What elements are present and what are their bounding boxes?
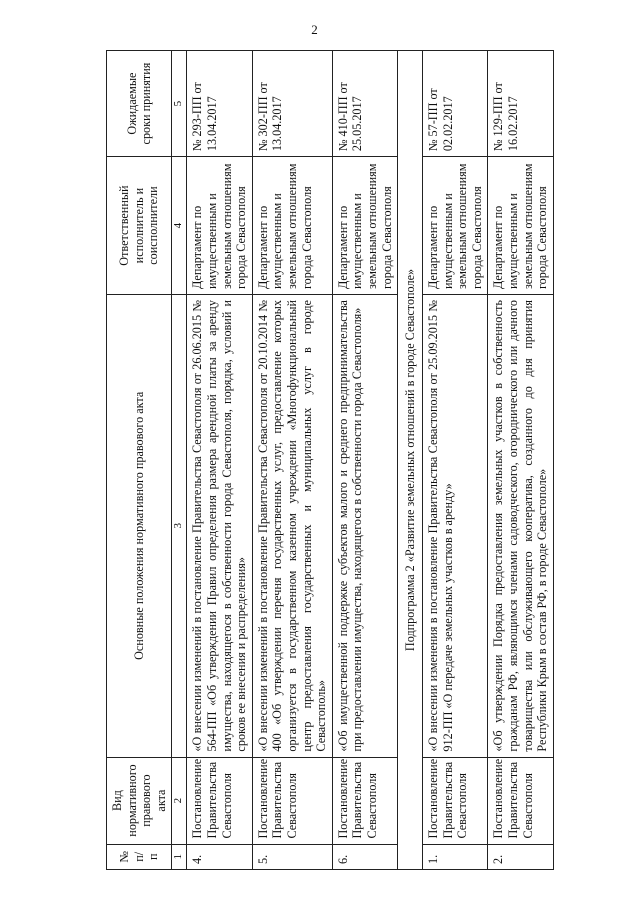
page-number: 2 <box>311 22 318 37</box>
adoption-term: № 57-ПП от 02.02.2017 <box>423 51 488 157</box>
column-index: 2 <box>172 757 187 844</box>
header-term: Ожидаемые сроки принятия <box>107 51 172 157</box>
adoption-term: № 129-ПП от 16.02.2017 <box>488 51 553 157</box>
subprogram-row <box>398 51 423 870</box>
act-type: Постановление Правительства Севастополя <box>332 757 397 844</box>
adoption-term: № 293-ПП от 13.04.2017 <box>187 51 252 157</box>
adoption-term: № 410-ПП от 25.05.2017 <box>332 51 397 157</box>
rotated-table-container <box>106 50 550 870</box>
row-number: 6. <box>332 844 397 869</box>
act-type: Постановление Правительства Севастополя <box>187 757 252 844</box>
act-content: «О внесении изменений в постановление Правительства Севастополя от 26.06.2015 № 564-ПП «Об утверждении Правил определения размера арендной платы за аренду имущества, находящегося в собственности города Севастополя, порядка, условий и сроков ее внесения и распределения» <box>187 295 252 758</box>
header-act-content: Основные положения нормативного правового акта <box>107 295 172 758</box>
act-type: Постановление Правительства Севастополя <box>423 757 488 844</box>
table-row <box>423 51 488 870</box>
subprogram-title: Подпрограмма 2 «Развитие земельных отношений в городе Севастополе» <box>398 51 423 870</box>
act-content: «Об имущественной поддержке субъектов малого и среднего предпринимательства при предоставлении имущества, находящегося в собственности города Севастополя» <box>332 295 397 758</box>
row-number: 4. <box>187 844 252 869</box>
act-type: Постановление Правительства Севастополя <box>488 757 553 844</box>
executor: Департамент по имущественным и земельным отношениям города Севастополя <box>252 157 332 295</box>
column-index: 1 <box>172 844 187 869</box>
executor: Департамент по имущественным и земельным отношениям города Севастополя <box>187 157 252 295</box>
column-index: 5 <box>172 51 187 157</box>
column-index: 4 <box>172 157 187 295</box>
act-content: «О внесении изменения в постановление Правительства Севастополя от 25.09.2015 № 912-ПП «О передаче земельных участков в аренду» <box>423 295 488 758</box>
header-act-type: Вид нормативного правового акта <box>107 757 172 844</box>
normative-acts-table <box>106 50 554 870</box>
executor: Департамент по имущественным и земельным отношениям города Севастополя <box>332 157 397 295</box>
act-type: Постановление Правительства Севастополя <box>252 757 332 844</box>
table-row <box>332 51 397 870</box>
executor: Департамент по имущественным и земельным отношениям города Севастополя <box>423 157 488 295</box>
table-row <box>187 51 252 870</box>
table-row <box>252 51 332 870</box>
row-number: 2. <box>488 844 553 869</box>
table-row <box>488 51 553 870</box>
row-number: 1. <box>423 844 488 869</box>
column-index: 3 <box>172 295 187 758</box>
act-content: «Об утверждении Порядка предоставления земельных участков в собственность гражданам РФ, являющимся членами садоводческого, огороднического или дачного товарищества или обслуживающего кооператива, созданного до дня принятия Республики Крым в состав РФ, в городе Севастополе» <box>488 295 553 758</box>
header-executor: Ответственный исполнитель и соисполнители <box>107 157 172 295</box>
executor: Департамент по имущественным и земельным отношениям города Севастополя <box>488 157 553 295</box>
header-number: № п/п <box>107 844 172 869</box>
act-content: «О внесении изменений в постановление Правительства Севастополя от 20.10.2014 № 400 «Об утверждении перечня государственных услуг, предоставление которых организуется в государственном казенном учреждении «Многофункциональный центр предоставления государственных и муниципальных услуг в городе Севастополь» <box>252 295 332 758</box>
row-number: 5. <box>252 844 332 869</box>
adoption-term: № 302-ПП от 13.04.2017 <box>252 51 332 157</box>
column-index-row <box>172 51 187 870</box>
